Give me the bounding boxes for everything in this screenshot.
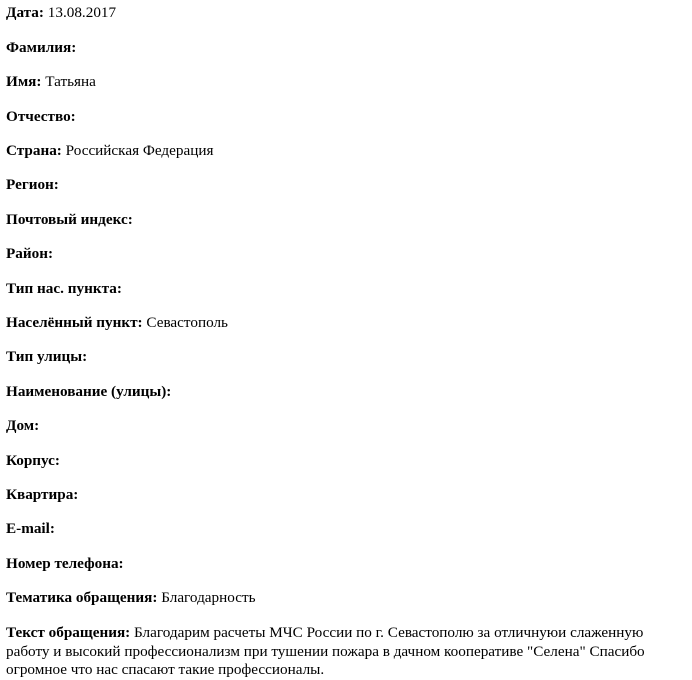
field-label: Текст обращения: (6, 624, 131, 641)
field-postal-code (6, 211, 688, 229)
field-first-name (6, 73, 688, 91)
field-email (6, 520, 688, 538)
field-apartment (6, 486, 688, 504)
field-region (6, 176, 688, 194)
field-phone (6, 555, 688, 573)
field-surname (6, 39, 688, 57)
field-settlement-type (6, 280, 688, 298)
field-value: Татьяна (45, 73, 96, 90)
field-label: Населённый пункт: (6, 314, 143, 331)
field-label: Квартира: (6, 486, 79, 503)
field-value: 13.08.2017 (47, 4, 117, 21)
field-label: Регион: (6, 176, 59, 193)
field-label: Имя: (6, 73, 42, 90)
field-value: Благодарим расчеты МЧС России по г. Севастополю за отличнуюи слаженную работу и высокий профессионализм при тушении пожара в дачном кооперативе "Селена" Спасибо огромное что нас спасают такие профессионалы. (6, 624, 645, 678)
field-label: Наименование (улицы): (6, 383, 172, 400)
field-label: Почтовый индекс: (6, 211, 133, 228)
field-value: Российская Федерация (65, 142, 214, 159)
field-label: Тип улицы: (6, 348, 88, 365)
field-street-name (6, 383, 688, 401)
field-label: Отчество: (6, 108, 76, 125)
field-label: Тип нас. пункта: (6, 280, 122, 297)
field-country (6, 142, 688, 160)
field-building (6, 452, 688, 470)
field-patronymic (6, 108, 688, 126)
field-label: Тематика обращения: (6, 589, 158, 606)
field-label: Дата: (6, 4, 44, 21)
field-label: Номер телефона: (6, 555, 124, 572)
field-label: E-mail: (6, 520, 55, 537)
field-label: Район: (6, 245, 54, 262)
field-house (6, 417, 688, 435)
field-street-type (6, 348, 688, 366)
field-settlement (6, 314, 688, 332)
field-value: Благодарность (161, 589, 256, 606)
field-date (6, 4, 688, 22)
field-label: Страна: (6, 142, 62, 159)
field-label: Дом: (6, 417, 40, 434)
field-message-text (6, 624, 688, 680)
field-label: Корпус: (6, 452, 60, 469)
field-district (6, 245, 688, 263)
field-label: Фамилия: (6, 39, 77, 56)
field-topic (6, 589, 688, 607)
field-value: Севастополь (146, 314, 228, 331)
